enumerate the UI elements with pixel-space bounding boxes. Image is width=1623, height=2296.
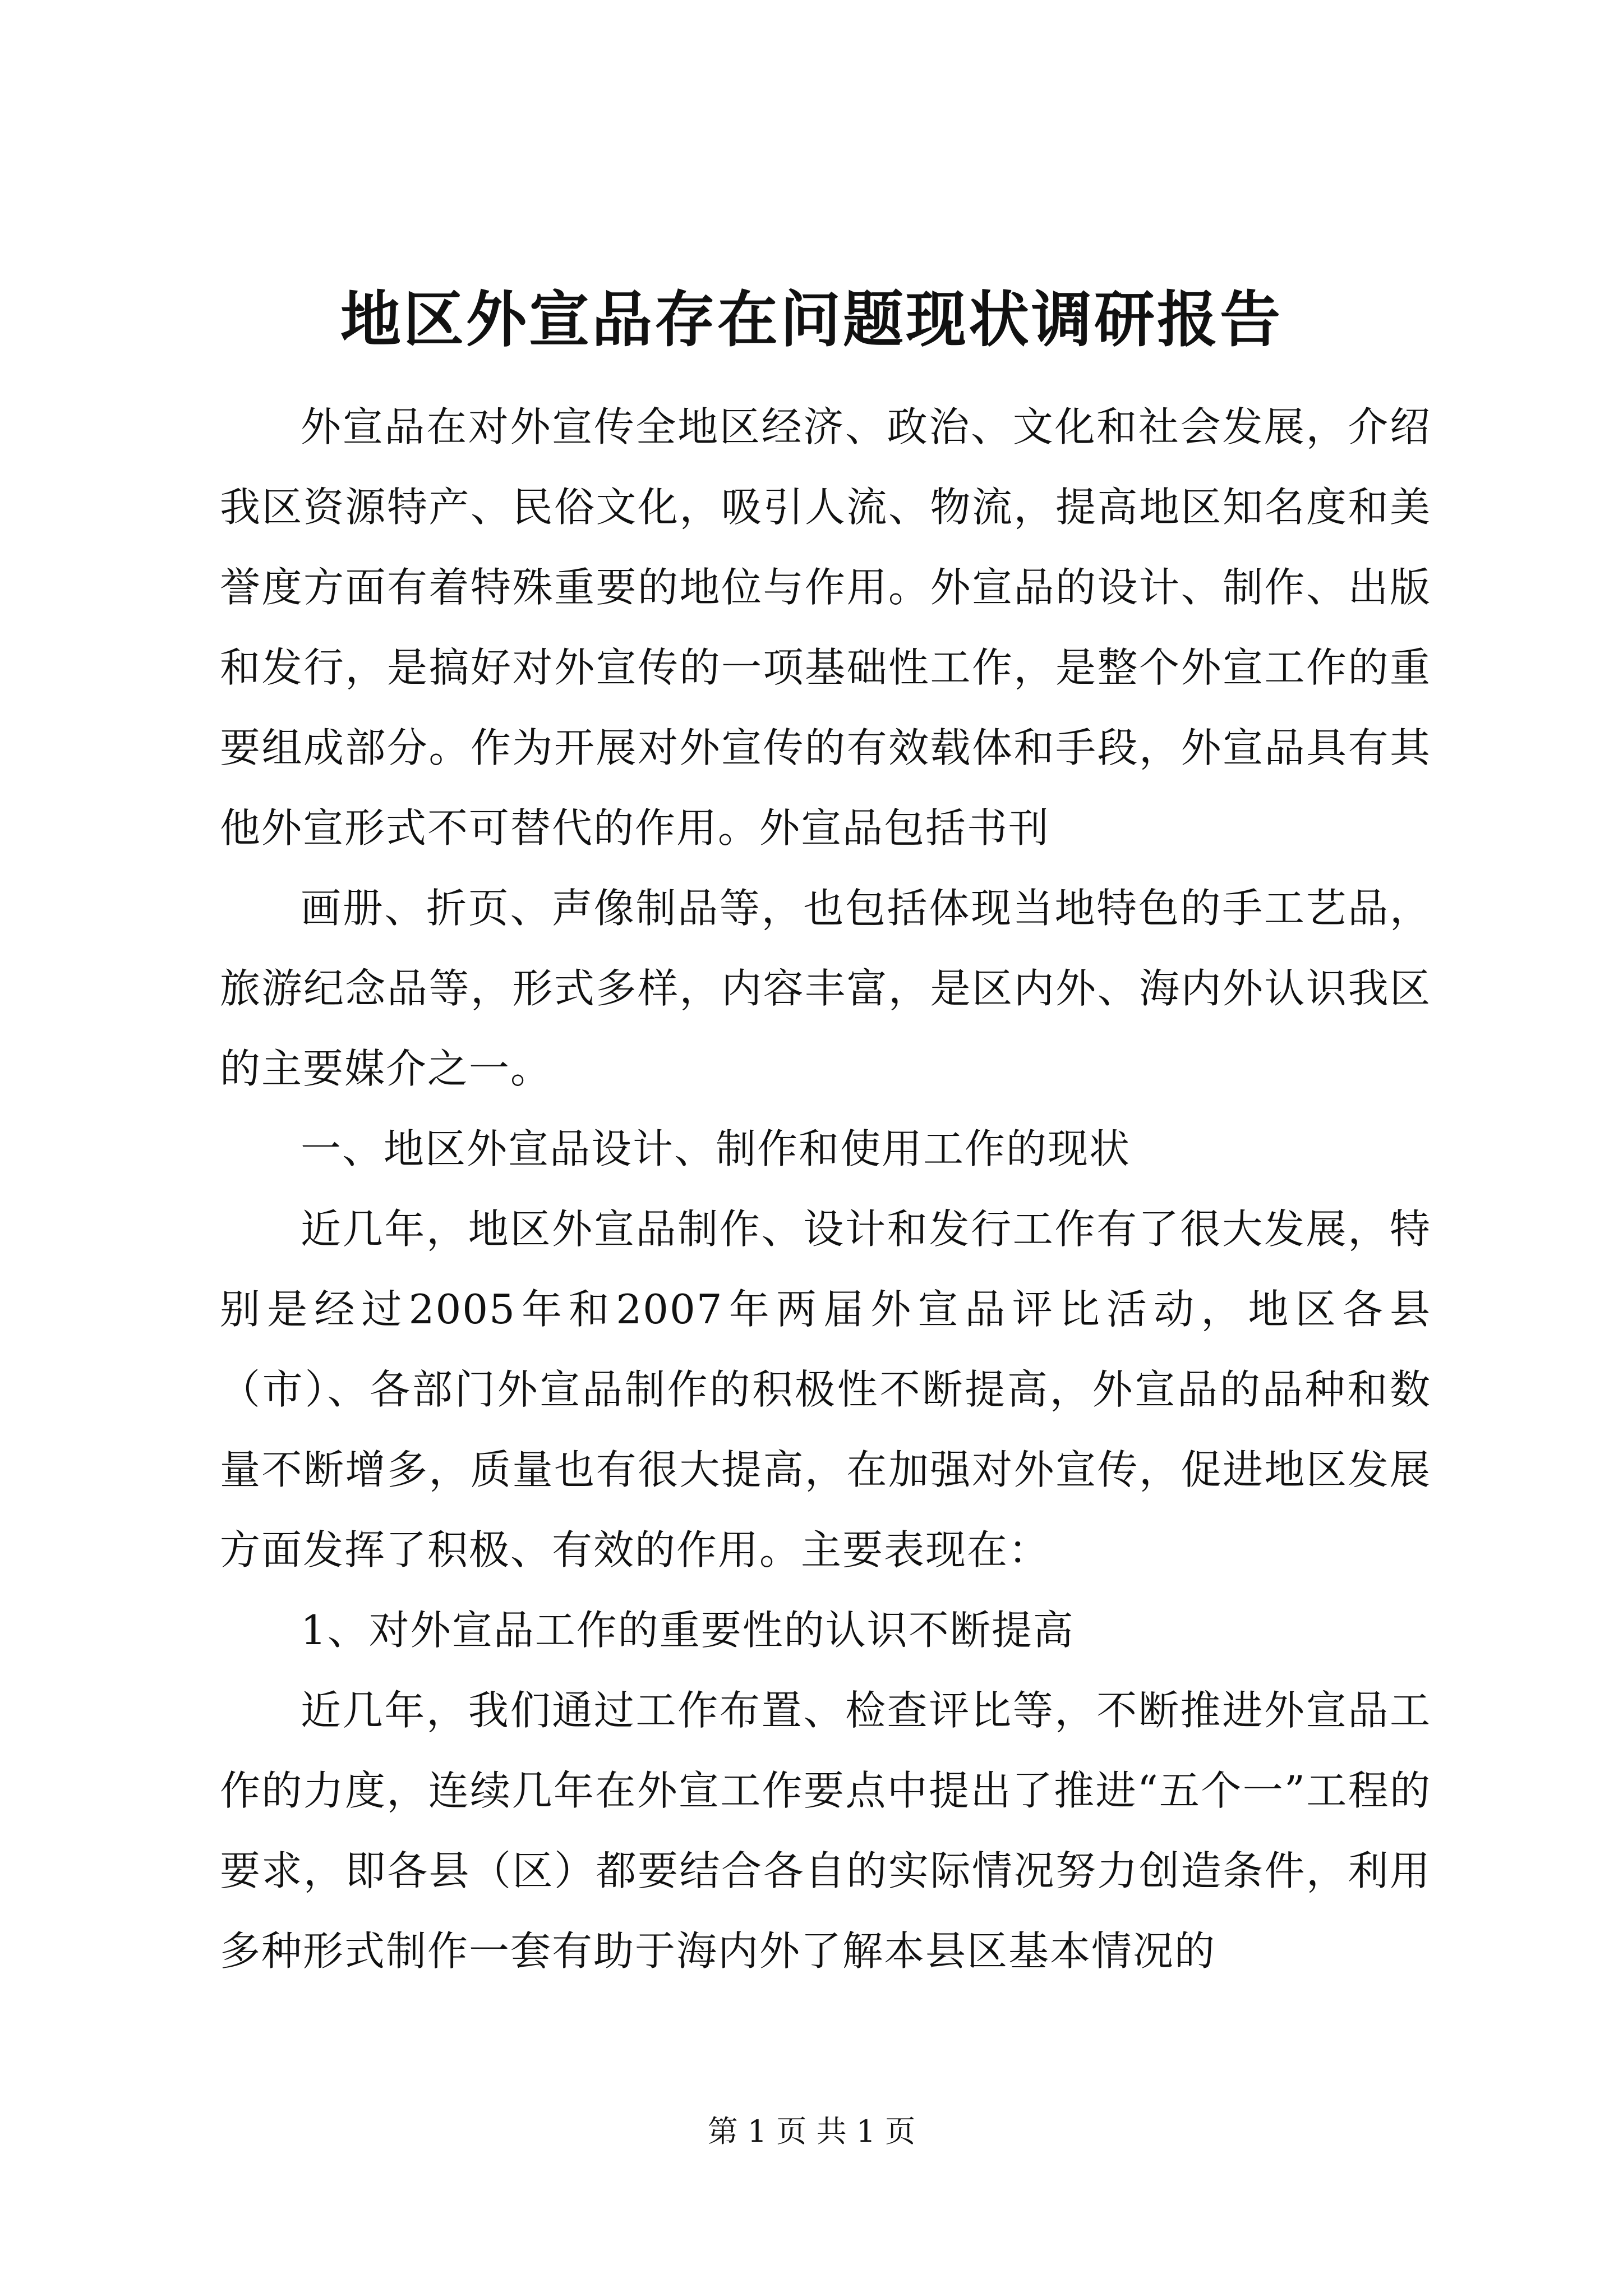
subheading-awareness: 1、对外宣品工作的重要性的认识不断提高 bbox=[301, 1607, 1075, 1654]
page-footer: 第 1 页 共 1 页 bbox=[707, 2114, 916, 2149]
paragraph-forms: 画册、折页、声像制品等，也包括体现当地特色的手工艺品，旅游纪念品等，形式多样，内容丰富，是区内外、海内外认识我区的主要媒介之一。 bbox=[220, 885, 1431, 1092]
paragraph-development: 近几年，地区外宣品制作、设计和发行工作有了很大发展，特别是经过2005年和2007年两届外宣品评比活动，地区各县（市）、各部门外宣品制作的积极性不断提高，外宣品的品种和数量不断增多，质量也有很大提高，在加强对外宣传，促进地区发展方面发挥了积极、有效的作用。主要表现在： bbox=[220, 1205, 1431, 1573]
document-title: 地区外宣品存在问题现状调研报告 bbox=[340, 284, 1283, 355]
document-body bbox=[220, 387, 1431, 1991]
paragraph-five-ones: 近几年，我们通过工作布置、检查评比等，不断推进外宣品工作的力度，连续几年在外宣工作要点中提出了推进“五个一”工程的要求，即各县（区）都要结合各自的实际情况努力创造条件，利用多种形式制作一套有助于海内外了解本县区基本情况的 bbox=[220, 1687, 1431, 1975]
section-heading-status: 一、地区外宣品设计、制作和使用工作的现状 bbox=[301, 1125, 1131, 1172]
paragraph-intro: 外宣品在对外宣传全地区经济、政治、文化和社会发展，介绍我区资源特产、民俗文化，吸引人流、物流，提高地区知名度和美誉度方面有着特殊重要的地位与作用。外宣品的设计、制作、出版和发行，是搞好对外宣传的一项基础性工作，是整个外宣工作的重要组成部分。作为开展对外宣传的有效载体和手段，外宣品具有其他外宣形式不可替代的作用。外宣品包括书刊 bbox=[220, 403, 1431, 852]
